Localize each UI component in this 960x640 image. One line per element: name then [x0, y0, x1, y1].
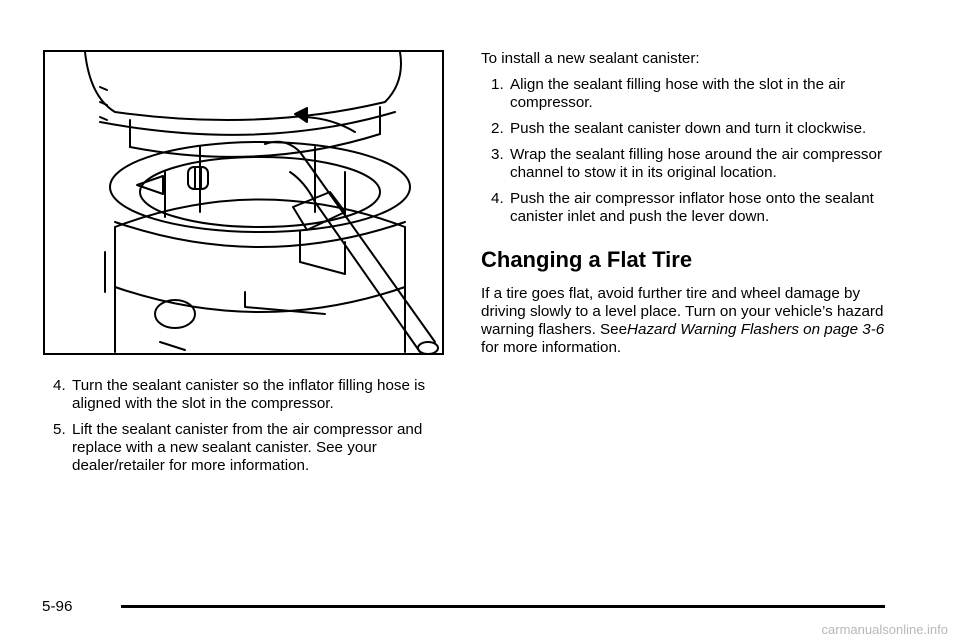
- list-item: [53, 421, 453, 475]
- step-number: 3.: [491, 146, 504, 163]
- removal-steps: [53, 377, 453, 483]
- right-column: [481, 50, 901, 357]
- step-number: 4.: [491, 190, 504, 207]
- sealant-canister-illustration-icon: [45, 52, 442, 353]
- sealant-canister-figure: [43, 50, 444, 355]
- step-text: Push the air compressor inflator hose onto the sealant canister inlet and push the lever down.: [510, 190, 874, 225]
- step-number: 2.: [491, 120, 504, 137]
- install-intro: To install a new sealant canister:: [481, 50, 700, 67]
- install-steps: [481, 76, 901, 226]
- watermark: carmanualsonline.info: [821, 622, 948, 637]
- step-text: Wrap the sealant filling hose around the air compressor channel to stow it in its original location.: [510, 146, 883, 181]
- step-text: Turn the sealant canister so the inflator filling hose is aligned with the slot in the compressor.: [72, 377, 426, 412]
- step-number: 1.: [491, 76, 504, 93]
- step-number: 4.: [53, 377, 66, 394]
- section-paragraph: [481, 285, 901, 357]
- paragraph-text: If a tire goes flat, avoid further tire and wheel damage by driving slowly to a level place. Turn on your vehicle’s hazard warning flashers. See: [481, 285, 884, 338]
- step-number: 5.: [53, 421, 66, 438]
- step-text: Lift the sealant canister from the air compressor and replace with a new sealant canister. See your dealer/retailer for more information.: [72, 421, 423, 474]
- cross-reference-link[interactable]: Hazard Warning Flashers on page 3-6: [627, 321, 885, 338]
- list-item: [491, 146, 901, 182]
- footer-divider: [121, 605, 885, 608]
- step-text: Align the sealant filling hose with the slot in the air compressor.: [510, 76, 846, 111]
- list-item: [491, 120, 901, 138]
- step-text: Push the sealant canister down and turn it clockwise.: [510, 120, 867, 137]
- list-item: [53, 377, 453, 413]
- list-item: [491, 76, 901, 112]
- page-number: 5-96: [42, 598, 73, 615]
- section-heading: Changing a Flat Tire: [481, 247, 693, 272]
- list-item: [491, 190, 901, 226]
- paragraph-text-end: for more information.: [481, 339, 622, 356]
